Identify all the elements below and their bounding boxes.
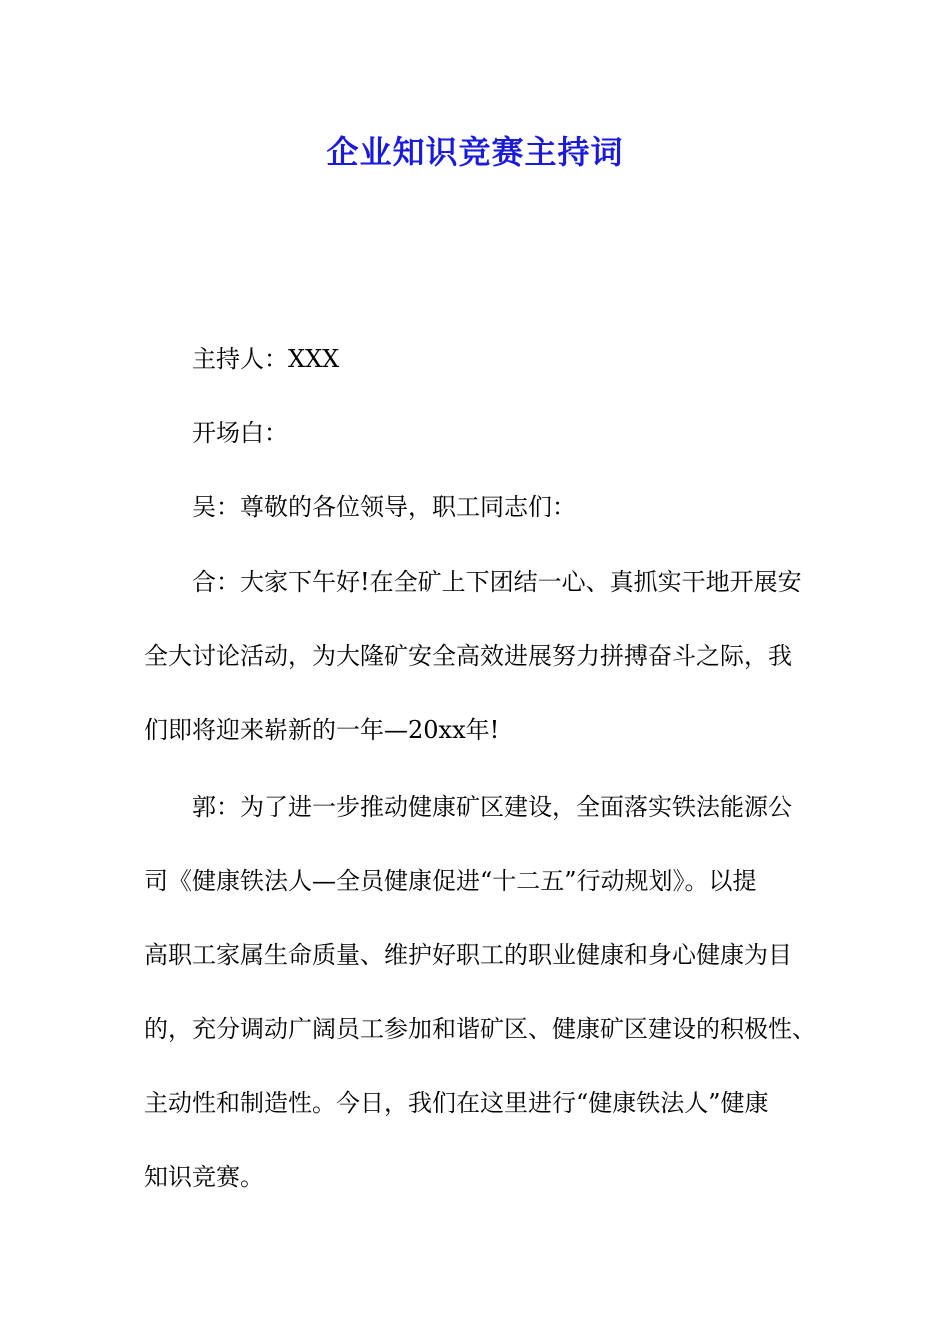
paragraph-line: 司《健康铁法人—全员健康促进“十二五”行动规划》。以提 <box>144 867 757 895</box>
paragraph-line: 郭：为了进一步推动健康矿区建设，全面落实铁法能源公 <box>192 793 792 821</box>
document-title: 企业知识竞赛主持词 <box>326 133 624 171</box>
paragraph-line: 高职工家属生命质量、维护好职工的职业健康和身心健康为目 <box>144 941 792 969</box>
paragraph-he <box>144 545 814 767</box>
paragraph-greeting <box>144 470 814 544</box>
paragraph-line: 的，充分调动广阔员工参加和谐矿区、健康矿区建设的积极性、 <box>144 1015 816 1043</box>
paragraph-opening <box>144 396 814 470</box>
paragraph-host <box>144 322 814 396</box>
paragraph-line: 合：大家下午好!在全矿上下团结一心、真抓实干地开展安 <box>192 568 802 596</box>
paragraph-guo <box>144 770 814 1214</box>
paragraph-line: 吴：尊敬的各位领导，职工同志们： <box>192 493 576 521</box>
paragraph-line: 们即将迎来崭新的一年—20xx年! <box>144 716 500 744</box>
paragraph-line: 知识竞赛。 <box>144 1163 264 1191</box>
paragraph-line: 主持人：XXX <box>192 345 340 373</box>
paragraph-line: 主动性和制造性。今日，我们在这里进行“健康铁法人”健康 <box>144 1089 769 1117</box>
paragraph-line: 全大讨论活动，为大隆矿安全高效进展努力拼搏奋斗之际，我 <box>144 642 792 670</box>
paragraph-line: 开场白： <box>192 419 288 447</box>
